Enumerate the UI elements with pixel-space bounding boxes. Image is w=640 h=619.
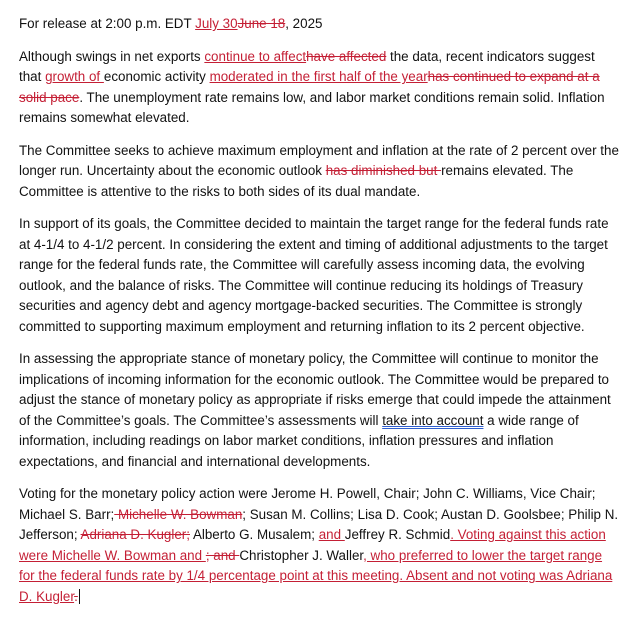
text-run: ; Susan M. Collins; Lisa D. Cook; Austan D. Goolsbee; Philip N. Jefferson; <box>19 506 619 542</box>
deleted-text: Michelle W. Bowman <box>114 506 243 522</box>
release-line <box>19 14 619 35</box>
paragraph-committee-goals <box>19 141 619 203</box>
document-body[interactable] <box>19 14 619 619</box>
inserted-text: moderated in the first half of the year <box>209 69 428 84</box>
inserted-text: . Voting against this action were Michelle W. Bowman and <box>19 527 606 563</box>
deleted-text: has continued to expand at a solid pace <box>19 69 600 105</box>
text-run: Christopher J. Waller <box>239 547 364 563</box>
deleted-text: has diminished but <box>325 163 442 178</box>
inserted-text: growth of <box>45 69 104 84</box>
paragraph-monetary-policy-stance <box>19 349 619 472</box>
deleted-text: . <box>74 588 78 604</box>
text-run: remains elevated. The Committee is attentive to the risks to both sides of its dual mandate. <box>19 163 574 199</box>
release-year: , 2025 <box>285 16 323 31</box>
inserted-text: and <box>318 527 345 542</box>
paragraph-target-range: In support of its goals, the Committee decided to maintain the target range for the federal funds rate at 4-1/4 to 4-1/2 percent. In considering the extent and timing of additional adjustments to the target range for the federal funds rate, the Committee will carefully assess incoming data, the evolving outlook, and the balance of risks. The Committee will continue reducing its holdings of Treasury securities and agency debt and agency mortgage-backed securities. The Committee is strongly committed to supporting maximum employment and returning inflation to its 2 percent objective. <box>19 216 609 334</box>
text-run: Although swings in net exports <box>19 48 205 64</box>
release-prefix: For release at 2:00 p.m. EDT <box>19 16 196 31</box>
text-run: Jeffrey R. Schmid <box>344 527 451 542</box>
text-run: a wide range of information, including readings on labor market conditions, inflation pressures and inflation expectations, and financial and international developments. <box>19 412 579 469</box>
text-run: the data, recent indicators suggest that <box>19 48 595 84</box>
deleted-release-date: June 18 <box>237 16 286 31</box>
inserted-release-date: July 30 <box>195 16 238 31</box>
inserted-text: continue to affect <box>204 48 307 64</box>
text-run: Alberto G. Musalem; <box>189 527 319 542</box>
text-run: economic activity <box>103 69 210 84</box>
deleted-text: have affected <box>306 48 387 64</box>
flagged-phrase[interactable]: take into account <box>382 412 484 428</box>
text-run: Voting for the monetary policy action were Jerome H. Powell, Chair; John C. Williams, Vice Chair; Michael S. Barr; <box>19 486 596 522</box>
text-run: . The unemployment rate remains low, and labor market conditions remain solid. Inflation remains somewhat elevated. <box>19 89 605 125</box>
paragraph-economic-activity <box>19 47 619 129</box>
text-run: In assessing the appropriate stance of monetary policy, the Committee will continue to monitor the implications of incoming information for the economic outlook. The Committee would be prepared to adjust the stance of monetary policy as appropriate if risks emerge that could impede the attainment of the Committee’s goals. The Committee’s assessments will <box>19 351 611 428</box>
paragraph-voting <box>19 484 619 607</box>
deleted-text: Adriana D. Kugler; <box>80 527 190 542</box>
text-cursor <box>79 589 80 604</box>
deleted-text: ; and <box>205 547 240 563</box>
inserted-text: , who preferred to lower the target range for the federal funds rate by 1/4 percentage point at this meeting. Absent and not voting was Adriana D. Kugler <box>19 547 613 604</box>
text-run: The Committee seeks to achieve maximum employment and inflation at the rate of 2 percent over the longer run. Uncertainty about the economic outlook <box>19 142 619 178</box>
